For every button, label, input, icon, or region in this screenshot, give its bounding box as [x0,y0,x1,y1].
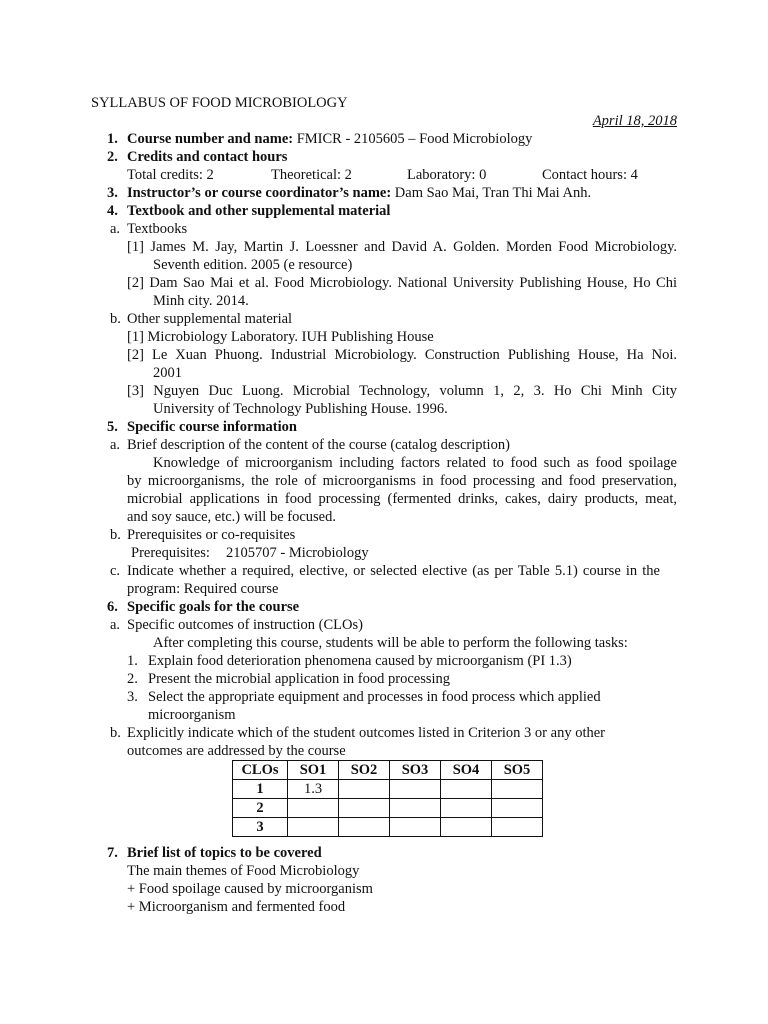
table-cell-clo: 2 [233,799,288,818]
textbooks-label: Textbooks [127,221,188,237]
catalog-description-label: Brief description of the content of the course (catalog description) [127,437,510,453]
sub-b-marker: b. [110,725,121,741]
topics-intro: The main themes of Food Microbiology [127,863,360,879]
table-cell: 1.3 [288,780,339,799]
prerequisites-heading: Prerequisites or co-requisites [127,527,296,543]
document-title: SYLLABUS OF FOOD MICROBIOLOGY [91,95,348,111]
table-cell [492,818,543,837]
clos-intro: After completing this course, students will be able to perform the following tasks: [153,635,628,651]
required-elective-line-2: program: Required course [127,581,279,597]
description-line-4: and soy sauce, etc.) will be focused. [127,509,336,525]
table-cell [492,799,543,818]
section-3-line [127,184,591,202]
supplemental-2-line-2: 2001 [153,365,182,381]
table-cell [390,780,441,799]
table-cell [390,799,441,818]
goal-3-text-line-1: Select the appropriate equipment and processes in food process which applied [148,689,601,705]
table-cell [288,799,339,818]
section-5-label: Specific course information [127,419,297,435]
table-cell [339,799,390,818]
laboratory-credits: Laboratory: 0 [407,167,487,183]
textbook-2-line-2: Minh city. 2014. [153,293,249,309]
table-cell [339,780,390,799]
document-date: April 18, 2018 [592,113,677,129]
student-outcomes-line-1: Explicitly indicate which of the student outcomes listed in Criterion 3 or any other [127,725,605,741]
section-4-number: 4. [107,203,118,219]
textbook-2-line-1: [2] Dam Sao Mai et al. Food Microbiology. National University Publishing House, Ho Chi [127,275,677,291]
theoretical-credits: Theoretical: 2 [271,167,352,183]
table-row [233,818,543,837]
sub-a-marker: a. [110,617,121,633]
table-header-cell: SO1 [288,761,339,780]
section-1-value: FMICR - 2105605 – Food Microbiology [293,131,533,147]
table-cell [390,818,441,837]
table-cell-clo: 1 [233,780,288,799]
description-line-3: microbial applications in food processing (fermented drinks, cakes, dairy products, meat, [127,491,677,507]
table-cell [441,818,492,837]
section-7-number: 7. [107,845,118,861]
table-row [233,799,543,818]
description-line-1: Knowledge of microorganism including factors related to food such as food spoilage [153,455,677,471]
section-6-label: Specific goals for the course [127,599,300,615]
topic-item: + Food spoilage caused by microorganism [127,881,373,897]
section-2-number: 2. [107,149,118,165]
supplemental-3-line-2: University of Technology Publishing House. 1996. [153,401,448,417]
sub-a-marker: a. [110,221,121,237]
section-6-number: 6. [107,599,118,615]
required-elective-line-1: Indicate whether a required, elective, or selected elective (as per Table 5.1) course in the [127,563,660,579]
section-3-number: 3. [107,185,118,201]
table-row [233,780,543,799]
section-4-label: Textbook and other supplemental material [127,203,391,219]
table-header-cell: SO2 [339,761,390,780]
supplemental-label: Other supplemental material [127,311,293,327]
goal-2-number: 2. [127,671,138,687]
prerequisites-value: 2105707 - Microbiology [226,545,369,561]
textbook-1-line-1: [1] James M. Jay, Martin J. Loessner and David A. Golden. Morden Food Microbiology. [127,239,677,255]
prerequisites-label: Prerequisites: [131,545,210,561]
description-line-2: by microorganisms, the role of microorganisms in food processing and food preservation, [127,473,677,489]
textbook-1-line-2: Seventh edition. 2005 (e resource) [153,257,353,273]
sub-c-marker: c. [110,563,121,579]
section-1-line [127,130,532,148]
table-header-cell: SO3 [390,761,441,780]
goal-1-number: 1. [127,653,138,669]
contact-hours: Contact hours: 4 [542,167,638,183]
supplemental-1: [1] Microbiology Laboratory. IUH Publishing House [127,329,434,345]
table-cell [441,799,492,818]
sub-a-marker: a. [110,437,121,453]
table-cell [441,780,492,799]
section-5-number: 5. [107,419,118,435]
supplemental-2-line-1: [2] Le Xuan Phuong. Industrial Microbiology. Construction Publishing House, Ha Noi. [127,347,677,363]
section-7-label: Brief list of topics to be covered [127,845,322,861]
sub-b-marker: b. [110,527,121,543]
section-1-number: 1. [107,131,118,147]
goal-2-text: Present the microbial application in food processing [148,671,451,687]
table-cell [339,818,390,837]
clo-so-table [232,760,543,837]
section-3-label: Instructor’s or course coordinator’s name: [127,185,392,201]
table-header-cell: SO5 [492,761,543,780]
table-cell [492,780,543,799]
sub-b-marker: b. [110,311,121,327]
goal-1-text: Explain food deterioration phenomena caused by microorganism (PI 1.3) [148,653,572,669]
table-cell [288,818,339,837]
supplemental-3-line-1: [3] Nguyen Duc Luong. Microbial Technology, volumn 1, 2, 3. Ho Chi Minh City [127,383,677,399]
goal-3-number: 3. [127,689,138,705]
table-header-row [233,761,543,780]
table-header-cell: SO4 [441,761,492,780]
section-2-label: Credits and contact hours [127,149,288,165]
topic-item: + Microorganism and fermented food [127,899,346,915]
goal-3-text-line-2: microorganism [148,707,236,723]
section-1-label: Course number and name: [127,131,294,147]
clos-label: Specific outcomes of instruction (CLOs) [127,617,363,633]
table-header-cell: CLOs [233,761,288,780]
student-outcomes-line-2: outcomes are addressed by the course [127,743,346,759]
section-3-value: Dam Sao Mai, Tran Thi Mai Anh. [391,185,592,201]
total-credits: Total credits: 2 [127,167,214,183]
table-cell-clo: 3 [233,818,288,837]
